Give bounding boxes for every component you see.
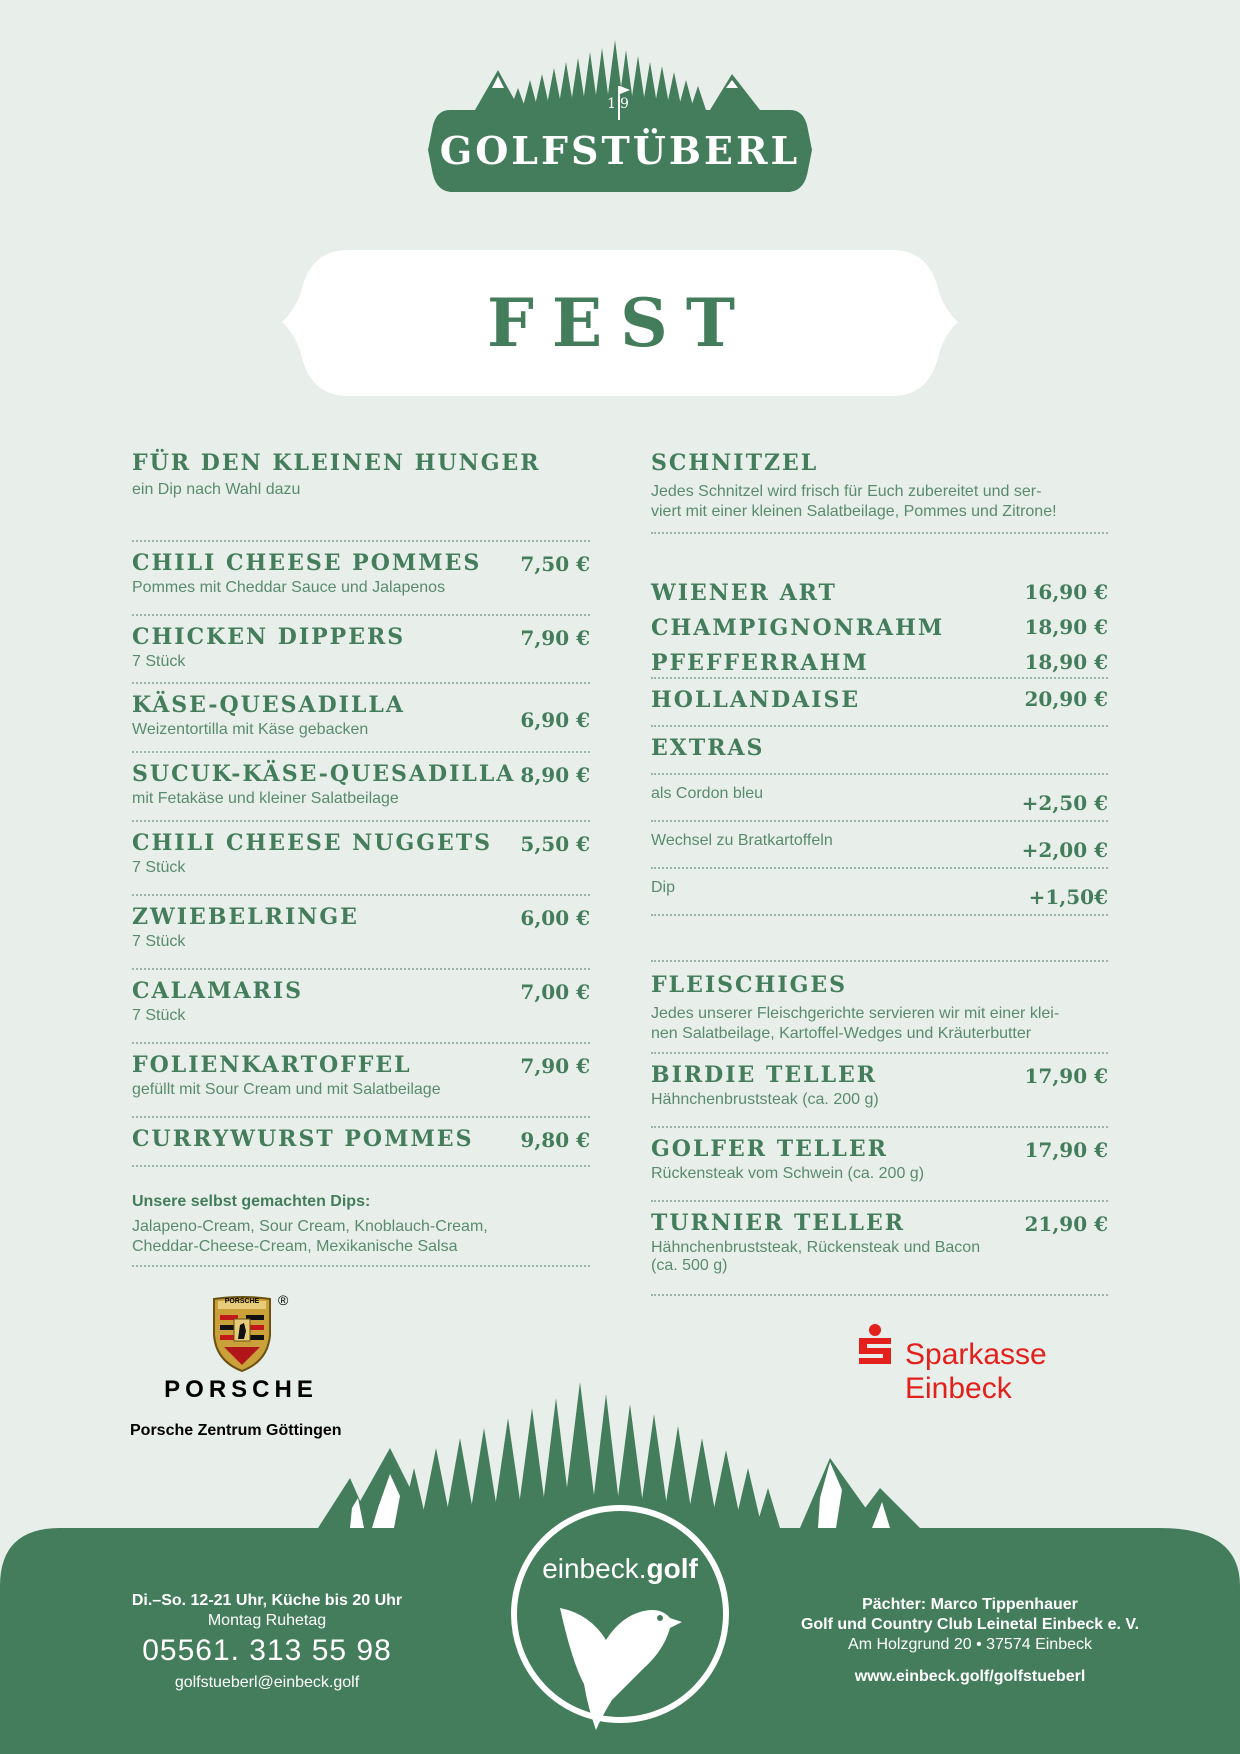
section-title-extras: EXTRAS [651,735,765,761]
extras-list [651,775,1108,916]
sparkasse-city: Einbeck [905,1372,1012,1405]
menu-item-description: Hähnchenbruststeak, Rückensteak und Bacon [651,1239,981,1256]
menu-item [651,1202,1108,1294]
extra-item-name: Wechsel zu Bratkartoffeln [651,832,833,849]
menu-item-price: 6,90 € [520,708,590,732]
dips-line-1: Jalapeno-Cream, Sour Cream, Knoblauch-Cream, [132,1218,488,1235]
menu-item-name: HOLLANDAISE [651,687,861,713]
mountain-forest-icon [420,40,820,200]
schnitzel-description-2: viert mit einer kleinen Salatbeilage, Pommes und Zitrone! [651,503,1057,520]
menu-item [651,607,1108,642]
menu-item [132,970,590,1042]
sparkasse-name: Sparkasse [905,1338,1047,1371]
menu-item [132,753,590,820]
section-title-fleischiges: FLEISCHIGES [651,972,848,998]
menu-item-description: mit Fetakäse und kleiner Salatbeilage [132,790,399,807]
menu-item-price: 7,50 € [520,552,590,576]
einbeck-golf-brand [505,1553,735,1585]
divider [651,1294,1108,1296]
menu-item-price: 5,50 € [520,832,590,856]
menu-item-name: FOLIENKARTOFFEL [132,1052,412,1078]
brand-part-a: einbeck. [542,1553,647,1584]
menu-item-description: 7 Stück [132,859,186,876]
menu-item-name: TURNIER TELLER [651,1210,906,1236]
menu-item-price: 17,90 € [1024,1064,1108,1088]
menu-item-name: CHILI CHEESE NUGGETS [132,830,493,856]
registered-mark: ® [278,1292,289,1308]
menu-item [132,1044,590,1116]
phone-number[interactable]: 05561. 313 55 98 [142,1634,392,1667]
menu-item-price: 17,90 € [1024,1138,1108,1162]
menu-item-name: CHAMPIGNONRAHM [651,615,945,641]
fleischiges-description-1: Jedes unserer Fleischgerichte servieren wir mit einer klei- [651,1005,1060,1022]
menu-item-description: 7 Stück [132,1007,186,1024]
section-subtitle: ein Dip nach Wahl dazu [132,481,301,498]
schnitzel-description-1: Jedes Schnitzel wird frisch für Euch zubereitet und ser- [651,483,1042,500]
dips-title: Unsere selbst gemachten Dips: [132,1193,371,1210]
right-menu-column [651,450,1108,1296]
closed-day: Montag Ruhetag [207,1612,327,1629]
menu-item [132,542,590,614]
menu-item-name: WIENER ART [651,580,837,606]
menu-item-description: Pommes mit Cheddar Sauce und Jalapenos [132,579,446,596]
menu-item-name: CHILI CHEESE POMMES [132,550,482,576]
menu-item-price: 21,90 € [1024,1212,1108,1236]
menu-item-description: 7 Stück [132,653,186,670]
menu-item-price: 7,90 € [520,1054,590,1078]
menu-item [651,572,1108,607]
menu-item-name: CHICKEN DIPPERS [132,624,406,650]
menu-item-name: GOLFER TELLER [651,1136,888,1162]
menu-item-description-2: (ca. 500 g) [651,1257,728,1274]
menu-item-name: PFEFFERRAHM [651,650,869,676]
extra-item [651,775,1108,820]
porsche-crest-icon [210,1295,274,1373]
club-name: Golf und Country Club Leinetal Einbeck e. V. [800,1616,1140,1633]
menu-item-description: Weizentortilla mit Käse gebacken [132,721,369,738]
club-address: Am Holzgrund 20 • 37574 Einbeck [848,1636,1092,1653]
extra-item-price: +2,50 € [1021,791,1108,815]
tenant-name: Pächter: Marco Tippenhauer [862,1596,1078,1613]
menu-item-list [132,542,590,1167]
menu-item [132,684,590,751]
fleischiges-list [651,1054,1108,1296]
menu-item-name: CALAMARIS [132,978,304,1004]
sparkasse-s-icon [855,1324,895,1372]
logo-year: 19 [607,96,633,112]
menu-item [132,822,590,894]
section-title-kleiner-hunger: FÜR DEN KLEINEN HUNGER [132,450,541,476]
extra-item-price: +2,00 € [1021,838,1108,862]
dips-line-2: Cheddar-Cheese-Cream, Mexikanische Salsa [132,1238,458,1255]
menu-item-description: 7 Stück [132,933,186,950]
porsche-crest-text: PORSCHE [224,1298,260,1305]
email-link[interactable]: golfstueberl@einbeck.golf [174,1674,360,1691]
section-title-schnitzel: SCHNITZEL [651,450,819,476]
menu-item-name: KÄSE-QUESADILLA [132,692,405,718]
menu-item-price: 6,00 € [520,906,590,930]
brand-part-b: golf [646,1553,698,1584]
menu-item-price: 18,90 € [1024,650,1108,674]
menu-item-description: gefüllt mit Sour Cream und mit Salatbeilage [132,1081,441,1098]
menu-item [651,1128,1108,1200]
menu-item [651,642,1108,677]
menu-item-name: CURRYWURST POMMES [132,1126,474,1152]
menu-item-price: 16,90 € [1024,580,1108,604]
menu-item [132,1118,590,1165]
opening-hours: Di.–So. 12-21 Uhr, Küche bis 20 Uhr [131,1592,403,1609]
menu-item-price: 18,90 € [1024,615,1108,639]
fleischiges-description-2: nen Salatbeilage, Kartoffel-Wedges und Kräuterbutter [651,1025,1032,1042]
menu-item-price: 8,90 € [520,763,590,787]
menu-item-hollandaise [651,679,1108,725]
extra-item-price: +1,50€ [1028,885,1108,909]
left-menu-column [132,450,590,1267]
page-title-banner [278,248,962,398]
extras-header [651,727,1108,773]
extra-item [651,869,1108,914]
logo-title: GOLFSTÜBERL [439,128,801,173]
menu-item-price: 9,80 € [520,1128,590,1152]
extra-item-name: als Cordon bleu [651,785,764,802]
menu-item [132,616,590,682]
menu-item-price: 20,90 € [1024,687,1108,711]
golfstuberl-logo [420,40,820,200]
porsche-wordmark: PORSCHE [164,1376,318,1403]
menu-item-description: Rückensteak vom Schwein (ca. 200 g) [651,1165,925,1182]
menu-item-price: 7,00 € [520,980,590,1004]
menu-item-description: Hähnchenbruststeak (ca. 200 g) [651,1091,879,1108]
menu-item-name: ZWIEBELRINGE [132,904,359,930]
extra-item-name: Dip [651,879,676,896]
extra-item [651,822,1108,867]
menu-item [132,896,590,968]
porsche-caption: Porsche Zentrum Göttingen [130,1422,342,1439]
divider [132,1265,590,1267]
website-link[interactable]: www.einbeck.golf/golfstueberl [854,1668,1086,1685]
menu-item [651,1054,1108,1126]
schnitzel-list [651,572,1108,677]
menu-item-name: BIRDIE TELLER [651,1062,878,1088]
page-title: FEST [487,284,753,362]
menu-item-name: SUCUK-KÄSE-QUESADILLA [132,761,516,787]
menu-item-price: 7,90 € [520,626,590,650]
